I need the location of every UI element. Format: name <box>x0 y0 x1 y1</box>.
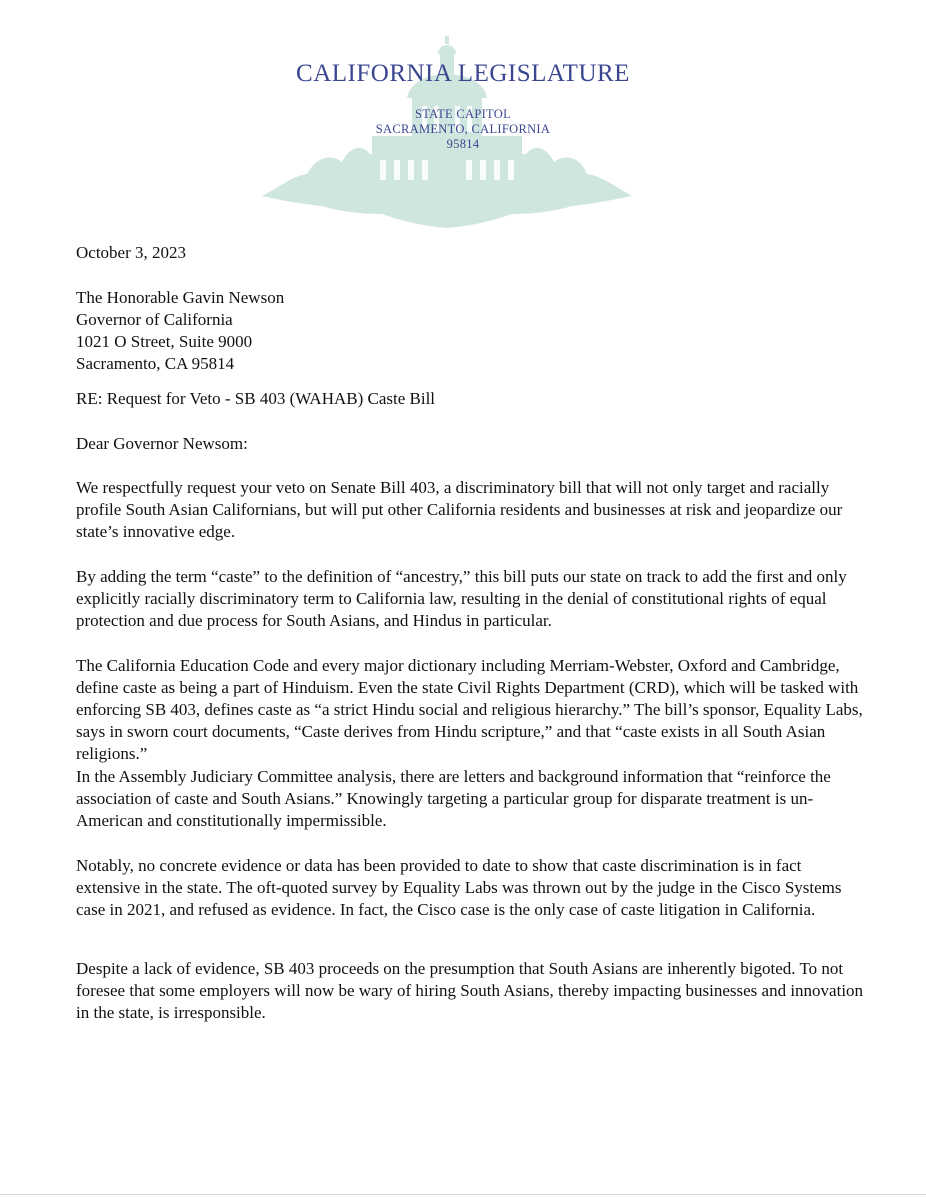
letter-date: October 3, 2023 <box>76 243 187 262</box>
body-paragraph: In the Assembly Judiciary Committee analysis, there are letters and background information that “reinforce the association of caste and South Asians.” Knowingly targeting a particular group for disparate treatment is un-American and constitutionally impermissible. <box>76 767 831 830</box>
salutation: Dear Governor Newsom: <box>76 434 248 453</box>
organization-name: CALIFORNIA LEGISLATURE <box>296 60 630 87</box>
recipient-name: The Honorable Gavin Newson <box>76 288 285 307</box>
letterhead-address-line2: SACRAMENTO, CALIFORNIA <box>375 122 551 136</box>
letterhead-address-line3: 95814 <box>446 137 480 151</box>
page-edge-divider <box>0 1194 926 1195</box>
letterhead <box>0 0 926 240</box>
recipient-block <box>76 287 866 375</box>
recipient-street: 1021 O Street, Suite 9000 <box>76 332 253 351</box>
body-paragraph: The California Education Code and every major dictionary including Merriam-Webster, Oxford and Cambridge, define caste as being a part of Hinduism. Even the state Civil Rights Department (CRD), which will be tasked with enforcing SB 403, defines caste as “a strict Hindu social and religious hierarchy.” The bill’s sponsor, Equality Labs, says in sworn court documents, “Caste derives from Hindu scripture,” and that “caste exists in all South Asian religions.” <box>76 656 863 763</box>
body-paragraph: By adding the term “caste” to the definition of “ancestry,” this bill puts our state on track to add the first and only explicitly racially discriminatory term to California law, resulting in the denial of constitutional rights of equal protection and due process for South Asians, and Hindus in particular. <box>76 567 847 630</box>
body-paragraph: We respectfully request your veto on Senate Bill 403, a discriminatory bill that will not only target and racially profile South Asian Californians, but will put other California residents and businesses at risk and jeopardize our state’s innovative edge. <box>76 478 843 541</box>
letterhead-address-line1: STATE CAPITOL <box>414 107 512 121</box>
body-paragraph: Notably, no concrete evidence or data has been provided to date to show that caste discrimination is in fact extensive in the state. The oft-quoted survey by Equality Labs was thrown out by the judge in the Cisco Systems case in 2021, and refused as evidence. In fact, the Cisco case is the only case of caste litigation in California. <box>76 856 842 919</box>
recipient-city: Sacramento, CA 95814 <box>76 354 235 373</box>
subject-line: RE: Request for Veto - SB 403 (WAHAB) Caste Bill <box>76 389 436 408</box>
recipient-title: Governor of California <box>76 310 233 329</box>
body-paragraph: Despite a lack of evidence, SB 403 proceeds on the presumption that South Asians are inherently bigoted. To not foresee that some employers will now be wary of hiring South Asians, thereby impacting businesses and innovation in the state, is irresponsible. <box>76 959 864 1022</box>
